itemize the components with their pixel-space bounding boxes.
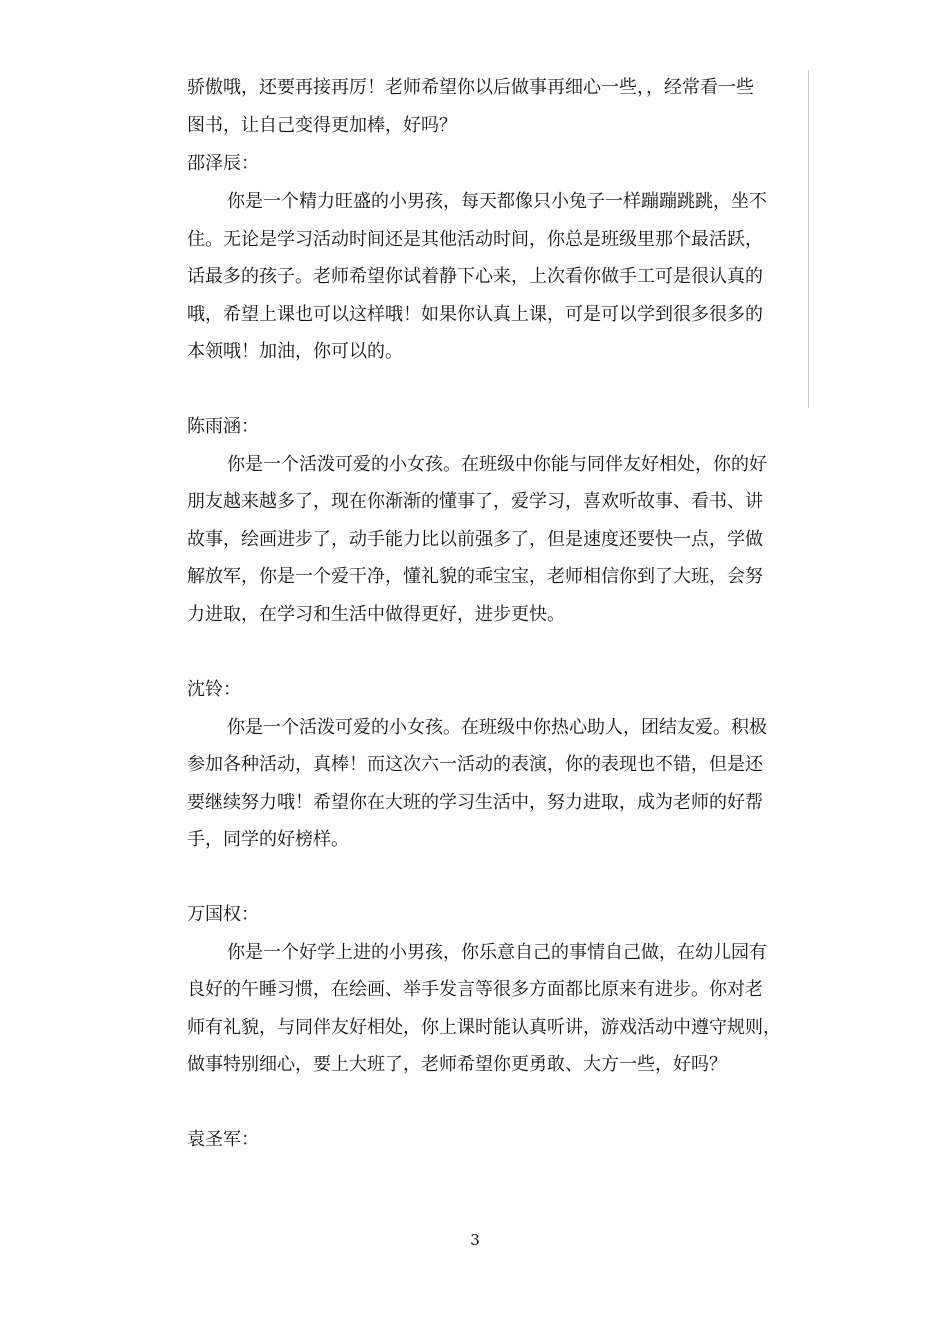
text-line: 手，同学的好榜样。 (187, 829, 349, 850)
student-name-heading: 陈雨涵： (187, 416, 259, 437)
text-line: 你是一个好学上进的小男孩，你乐意自己的事情自己做，在幼儿园有 (227, 942, 767, 963)
text-line: 骄傲哦，还要再接再厉！老师希望你以后做事再细心一些，，经常看一些 (187, 77, 754, 98)
text-line: 解放军，你是一个爱干净，懂礼貌的乖宝宝，老师相信你到了大班，会努 (187, 566, 763, 587)
text-line: 做事特别细心，要上大班了，老师希望你更勇敢、大方一些，好吗？ (187, 1054, 727, 1075)
text-line: 良好的午睡习惯，在绘画、举手发言等很多方面都比原来有进步。你对老 (187, 979, 763, 1000)
text-line: 话最多的孩子。老师希望你试着静下心来，上次看你做手工可是很认真的 (187, 266, 763, 287)
text-line: 要继续努力哦！希望你在大班的学习生活中，努力进取，成为老师的好帮 (187, 792, 763, 813)
text-line: 师有礼貌，与同伴友好相处，你上课时能认真听讲，游戏活动中遵守规则， (187, 1017, 781, 1038)
text-line: 住。无论是学习活动时间还是其他活动时间，你总是班级里那个最活跃， (187, 229, 763, 250)
text-line: 你是一个活泼可爱的小女孩。在班级中你热心助人，团结友爱。积极 (227, 717, 767, 738)
text-line: 哦，希望上课也可以这样哦！如果你认真上课，可是可以学到很多很多的 (187, 304, 763, 325)
page-number: 3 (470, 1231, 480, 1249)
student-name-heading: 袁圣军： (187, 1129, 259, 1150)
student-name-heading: 邵泽辰： (187, 153, 259, 174)
student-name-heading: 沈铃： (187, 679, 241, 700)
text-line: 参加各种活动，真棒！而这次六一活动的表演，你的表现也不错，但是还 (187, 754, 763, 775)
text-line: 力进取，在学习和生活中做得更好，进步更快。 (187, 604, 565, 625)
text-line: 本领哦！加油，你可以的。 (187, 341, 403, 362)
student-name-heading: 万国权： (187, 904, 259, 925)
text-line: 图书，让自己变得更加棒，好吗？ (187, 115, 457, 136)
text-line: 朋友越来越多了，现在你渐渐的懂事了，爱学习，喜欢听故事、看书、讲 (187, 491, 763, 512)
text-line: 你是一个精力旺盛的小男孩，每天都像只小兔子一样蹦蹦跳跳，坐不 (227, 191, 767, 212)
text-line: 故事，绘画进步了，动手能力比以前强多了，但是速度还要快一点，学做 (187, 529, 763, 550)
text-line: 你是一个活泼可爱的小女孩。在班级中你能与同伴友好相处，你的好 (227, 454, 767, 475)
